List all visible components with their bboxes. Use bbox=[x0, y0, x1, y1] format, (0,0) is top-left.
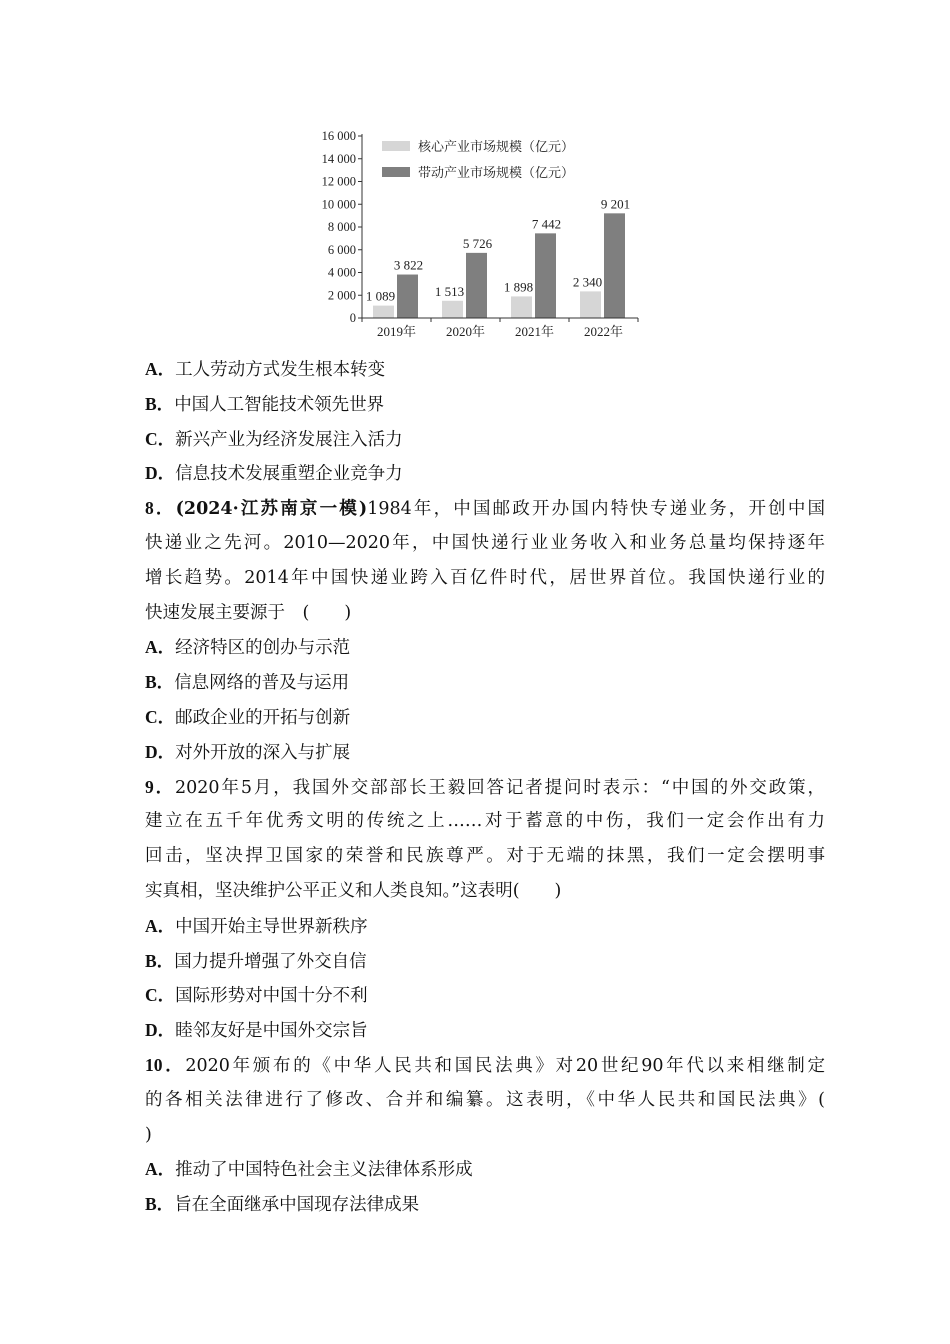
bar-driven bbox=[535, 233, 556, 318]
y-tick-label: 0 bbox=[349, 311, 356, 325]
q10-option-b bbox=[145, 1187, 825, 1222]
data-label: 1 089 bbox=[365, 288, 396, 304]
q9-stem-line-2: 建立在五千年优秀文明的传统之上……对于蓄意的中伤，我们一定会作出有力 bbox=[145, 811, 825, 832]
q10-stem-line-2: 的各相关法律进行了修改、合并和编纂。这表明，《中华人民共和国民法典》( bbox=[145, 1089, 825, 1110]
legend-swatch bbox=[382, 141, 410, 151]
option-letter: C． bbox=[145, 428, 176, 449]
y-tick-label: 16 000 bbox=[321, 129, 356, 143]
data-label: 1 513 bbox=[434, 283, 465, 299]
option-letter: C． bbox=[145, 985, 176, 1006]
legend-swatch bbox=[382, 167, 410, 177]
q10-stem-line-3: ) bbox=[145, 1124, 152, 1145]
x-tick-label: 2020年 bbox=[445, 324, 486, 339]
q9-stem-line-3: 回击，坚决捍卫国家的荣誉和民族尊严。对于无端的抹黑，我们一定会摆明事 bbox=[145, 846, 825, 867]
stem-text: 1984年，中国邮政开办国内特快专递业务，开创中国 bbox=[367, 499, 825, 520]
x-axis bbox=[362, 318, 638, 339]
legend-label: 带动产业市场规模（亿元） bbox=[418, 165, 575, 180]
option-letter: D． bbox=[145, 741, 176, 762]
q8-stem-line-3: 增长趋势。2014年中国快递业跨入百亿件时代，居世界首位。我国快递行业的 bbox=[145, 567, 825, 588]
question-number: 8． bbox=[145, 498, 176, 519]
q9-stem-line-1 bbox=[145, 770, 825, 805]
option-letter: B． bbox=[145, 950, 175, 971]
option-letter: A． bbox=[145, 915, 176, 936]
y-tick-label: 8 000 bbox=[327, 220, 356, 234]
bars bbox=[366, 196, 630, 318]
y-tick-label: 12 000 bbox=[321, 174, 356, 189]
data-label: 5 726 bbox=[462, 235, 493, 251]
option-letter: D． bbox=[145, 1020, 176, 1041]
question-10 bbox=[145, 1048, 825, 1222]
q10-option-a bbox=[145, 1152, 825, 1187]
bar-core bbox=[580, 291, 601, 318]
option-text: 新兴产业为经济发展注入活力 bbox=[175, 429, 403, 450]
y-tick-label: 14 000 bbox=[321, 151, 356, 166]
bar-driven bbox=[466, 253, 487, 318]
q8-option-c bbox=[145, 700, 825, 735]
bar-core bbox=[373, 306, 394, 318]
question-9 bbox=[145, 770, 825, 1048]
option-text: 国力提升增强了外交自信 bbox=[174, 951, 367, 972]
q8-option-a bbox=[145, 630, 825, 665]
y-tick-label: 6 000 bbox=[327, 242, 356, 257]
question-8 bbox=[145, 491, 825, 769]
q8-stem-line-4: 快速发展主要源于 ( ) bbox=[145, 602, 352, 623]
bar-driven bbox=[604, 213, 625, 318]
q7-options bbox=[145, 352, 825, 491]
option-letter: B． bbox=[145, 672, 175, 693]
q8-stem-line-2: 快递业之先河。2010—2020年，中国快递行业业务收入和业务总量均保持逐年 bbox=[145, 532, 825, 553]
option-text: 睦邻友好是中国外交宗旨 bbox=[175, 1021, 368, 1042]
q9-option-b bbox=[145, 944, 825, 979]
option-text: 国际形势对中国十分不利 bbox=[175, 986, 368, 1007]
market-scale-bar-chart bbox=[300, 120, 645, 345]
data-label: 3 822 bbox=[393, 257, 424, 273]
bar-core bbox=[511, 296, 532, 318]
x-tick-label: 2019年 bbox=[376, 324, 417, 339]
option-letter: D． bbox=[145, 463, 176, 484]
option-text: 中国开始主导世界新秩序 bbox=[175, 916, 368, 937]
q7-option-b bbox=[145, 387, 825, 422]
q9-option-a bbox=[145, 909, 825, 944]
data-label: 7 442 bbox=[531, 216, 562, 232]
q9-option-d bbox=[145, 1013, 825, 1048]
q7-option-c bbox=[145, 422, 825, 457]
y-tick-label: 10 000 bbox=[321, 197, 356, 212]
q8-stem-line-1 bbox=[145, 491, 825, 526]
question-content bbox=[145, 352, 825, 1222]
option-letter: A． bbox=[145, 637, 176, 658]
option-text: 经济特区的创办与示范 bbox=[175, 638, 351, 659]
data-label: 2 340 bbox=[572, 274, 603, 290]
x-tick-label: 2021年 bbox=[514, 324, 555, 339]
option-text: 工人劳动方式发生根本转变 bbox=[175, 360, 386, 380]
question-number: 10． bbox=[145, 1054, 186, 1075]
q8-option-d bbox=[145, 735, 825, 770]
q9-stem-line-4: 实真相，坚决维护公平正义和人类良知。”这表明( ) bbox=[145, 880, 562, 901]
q9-option-c bbox=[145, 978, 825, 1013]
option-text: 中国人工智能技术领先世界 bbox=[174, 394, 385, 415]
legend bbox=[382, 139, 574, 180]
option-text: 信息网络的普及与运用 bbox=[174, 673, 350, 694]
q7-option-d bbox=[145, 456, 825, 491]
question-number: 9． bbox=[145, 776, 176, 797]
q8-option-b bbox=[145, 665, 825, 700]
option-letter: B． bbox=[145, 393, 175, 414]
question-source: (2024·江苏南京一模) bbox=[175, 499, 368, 520]
option-text: 旨在全面继承中国现存法律成果 bbox=[174, 1195, 420, 1216]
option-letter: C． bbox=[145, 706, 176, 727]
bar-core bbox=[442, 301, 463, 318]
option-text: 邮政企业的开拓与创新 bbox=[175, 707, 351, 728]
y-axis bbox=[322, 129, 362, 325]
data-label: 9 201 bbox=[600, 196, 631, 212]
option-letter: B． bbox=[145, 1194, 175, 1215]
q10-stem-line-1 bbox=[145, 1048, 825, 1083]
y-tick-label: 2 000 bbox=[327, 288, 356, 303]
bar-driven bbox=[397, 275, 418, 318]
option-text: 对外开放的深入与扩展 bbox=[175, 742, 351, 763]
legend-label: 核心产业市场规模（亿元） bbox=[418, 139, 575, 154]
y-tick-label: 4 000 bbox=[327, 265, 356, 280]
stem-text: 2020年颁布的《中华人民共和国民法典》对20世纪90年代以来相继制定 bbox=[185, 1055, 826, 1076]
option-text: 信息技术发展重塑企业竞争力 bbox=[175, 464, 403, 485]
q7-option-a bbox=[145, 352, 825, 387]
data-label: 1 898 bbox=[503, 279, 534, 295]
option-letter: A． bbox=[145, 1159, 176, 1180]
x-tick-label: 2022年 bbox=[583, 324, 624, 339]
option-letter: A． bbox=[145, 359, 176, 379]
option-text: 推动了中国特色社会主义法律体系形成 bbox=[175, 1160, 473, 1181]
stem-text: 2020年5月，我国外交部部长王毅回答记者提问时表示：“中国的外交政策， bbox=[175, 777, 825, 798]
